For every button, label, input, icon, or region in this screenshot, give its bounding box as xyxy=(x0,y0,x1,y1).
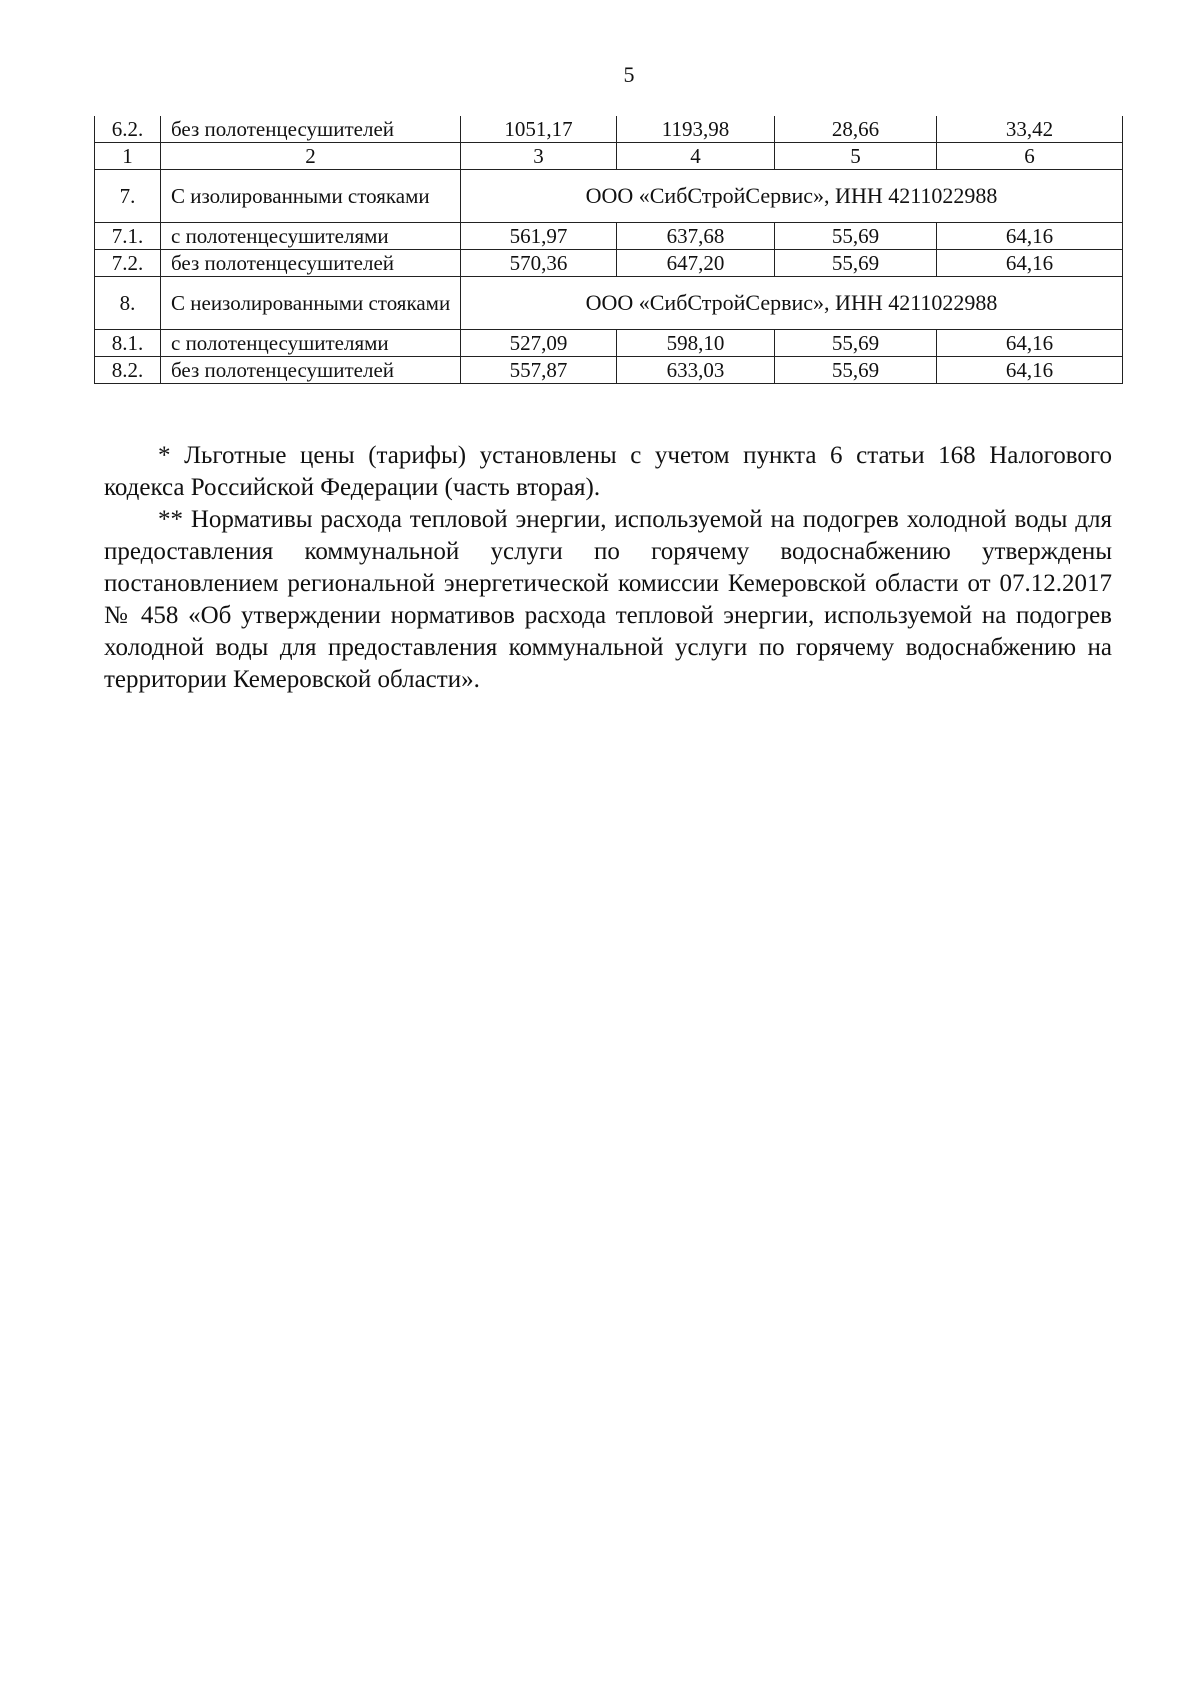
cell-col6: 64,16 xyxy=(937,223,1123,250)
cell-col3: 527,09 xyxy=(461,330,617,357)
cell-col4: 1193,98 xyxy=(617,116,775,143)
row-name: с полотенцесушителями xyxy=(161,330,461,357)
cell-col5: 55,69 xyxy=(775,250,937,277)
table-row xyxy=(95,330,1123,357)
cell-col3: 570,36 xyxy=(461,250,617,277)
cell-col3: 561,97 xyxy=(461,223,617,250)
group-row xyxy=(95,277,1123,330)
row-number: 7.2. xyxy=(95,250,161,277)
row-name: с полотенцесушителями xyxy=(161,223,461,250)
group-name: С изолированными стояками xyxy=(161,170,461,223)
supplier-name: ООО «СибСтройСервис», ИНН 4211022988 xyxy=(461,170,1123,223)
row-number: 8.1. xyxy=(95,330,161,357)
column-number: 1 xyxy=(95,143,161,170)
footnotes xyxy=(104,440,1112,696)
row-name: без полотенцесушителей xyxy=(161,116,461,143)
cell-col6: 33,42 xyxy=(937,116,1123,143)
column-numbers-row xyxy=(95,143,1123,170)
cell-col5: 55,69 xyxy=(775,357,937,384)
cell-col6: 64,16 xyxy=(937,330,1123,357)
row-number: 7.1. xyxy=(95,223,161,250)
cell-col4: 647,20 xyxy=(617,250,775,277)
table-row xyxy=(95,116,1123,143)
cell-col5: 55,69 xyxy=(775,223,937,250)
tariff-table xyxy=(94,116,1123,384)
row-number: 7. xyxy=(95,170,161,223)
cell-col4: 637,68 xyxy=(617,223,775,250)
cell-col5: 55,69 xyxy=(775,330,937,357)
column-number: 2 xyxy=(161,143,461,170)
row-number: 6.2. xyxy=(95,116,161,143)
row-name: без полотенцесушителей xyxy=(161,357,461,384)
table-row xyxy=(95,357,1123,384)
cell-col6: 64,16 xyxy=(937,250,1123,277)
column-number: 5 xyxy=(775,143,937,170)
cell-col3: 557,87 xyxy=(461,357,617,384)
cell-col5: 28,66 xyxy=(775,116,937,143)
group-name: С неизолированными стояками xyxy=(161,277,461,330)
row-number: 8.2. xyxy=(95,357,161,384)
cell-col6: 64,16 xyxy=(937,357,1123,384)
cell-col4: 598,10 xyxy=(617,330,775,357)
cell-col3: 1051,17 xyxy=(461,116,617,143)
table-row xyxy=(95,250,1123,277)
column-number: 6 xyxy=(937,143,1123,170)
row-name: без полотенцесушителей xyxy=(161,250,461,277)
footnote-preferential-prices: * Льготные цены (тарифы) установлены с учетом пункта 6 статьи 168 Налогового кодекса Российской Федерации (часть вторая). xyxy=(104,442,1112,501)
column-number: 3 xyxy=(461,143,617,170)
page-number: 5 xyxy=(623,62,635,87)
group-row xyxy=(95,170,1123,223)
table-row xyxy=(95,223,1123,250)
column-number: 4 xyxy=(617,143,775,170)
supplier-name: ООО «СибСтройСервис», ИНН 4211022988 xyxy=(461,277,1123,330)
row-number: 8. xyxy=(95,277,161,330)
cell-col4: 633,03 xyxy=(617,357,775,384)
footnote-heat-consumption-norms: ** Нормативы расхода тепловой энергии, используемой на подогрев холодной воды для предоставления коммунальной услуги по горячему водоснабжению утверждены постановлением региональной энергетической комиссии Кемеровской области от 07.12.2017 № 458 «Об утверждении нормативов расхода тепловой энергии, используемой на подогрев холодной воды для предоставления коммунальной услуги по горячему водоснабжению на территории Кемеровской области». xyxy=(104,506,1112,693)
